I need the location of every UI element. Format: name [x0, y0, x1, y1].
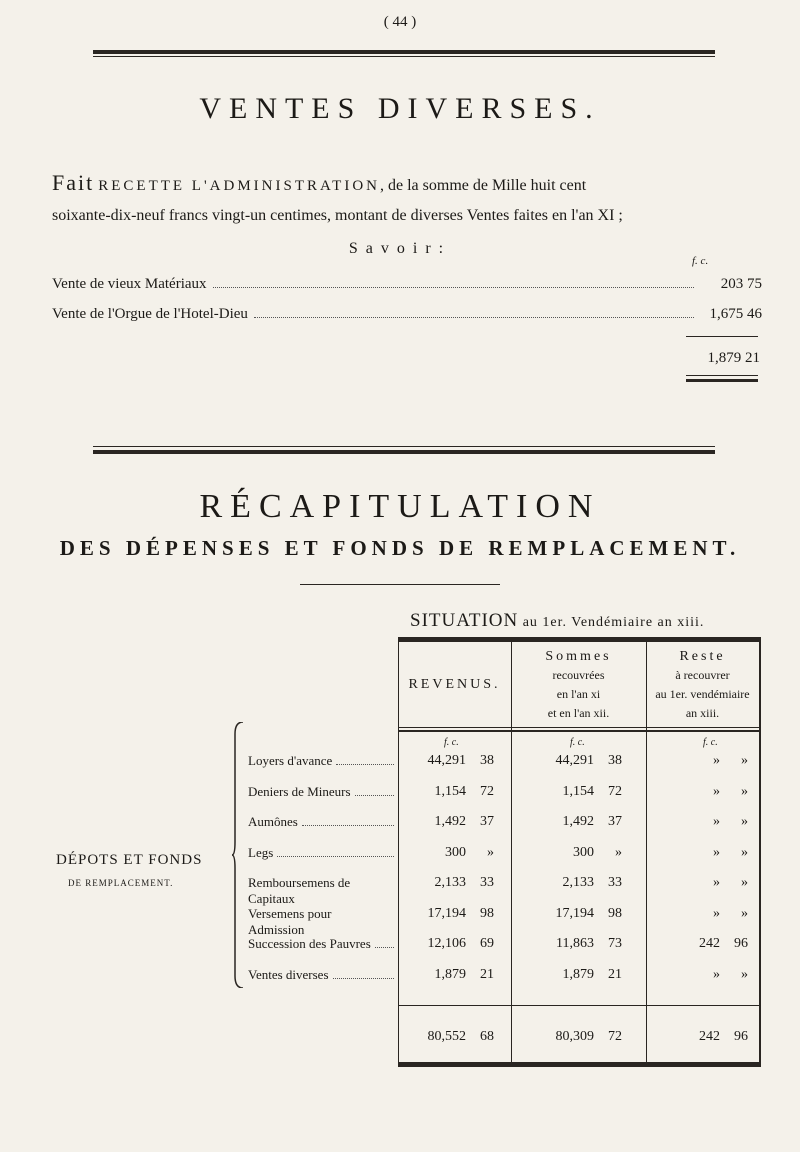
sales-sum-rule — [686, 336, 758, 337]
total-cell: 80,309 72 — [555, 1029, 622, 1044]
table-cell: 2,133 33 — [562, 875, 622, 890]
sale-row: Vente de vieux Matériaux 203 75 — [52, 276, 762, 292]
unit-revenus: f. c. — [444, 737, 459, 748]
header-rule-thin — [93, 56, 715, 57]
table-cell: 17,194 98 — [427, 905, 494, 921]
side-title: DÉPOTS ET FONDS — [56, 852, 203, 868]
col-header-reste: Reste à recouvrer au 1er. vendémiaire an xiii. — [655, 649, 750, 720]
intro-caps: RECETTE L'ADMINISTRATION — [98, 178, 380, 194]
row-label: Remboursemens de Capitaux — [248, 875, 351, 906]
side-subtitle: DE REMPLACEMENT. — [68, 878, 174, 888]
table-cell: 1,154 72 — [562, 783, 622, 799]
sales-total-rule-2 — [686, 379, 758, 382]
table-cell: 1,879 21 — [434, 966, 494, 982]
intro-text-1: , de la somme de Mille huit cent — [380, 177, 587, 194]
sale-row: Vente de l'Orgue de l'Hotel-Dieu 1,675 46 — [52, 306, 762, 322]
section-title: VENTES DIVERSES. — [199, 92, 601, 125]
sales-total: 1,879 21 — [707, 350, 760, 366]
table-cell: 242 96 — [699, 936, 748, 951]
unit-sommes: f. c. — [570, 737, 585, 748]
table-cell: 12,106 69 — [427, 936, 494, 951]
total-cell: 242 96 — [699, 1029, 748, 1044]
recap-rule-thin — [93, 446, 715, 447]
row-label: Deniers de Mineurs — [248, 784, 396, 800]
unit-reste: f. c. — [703, 737, 718, 748]
intro-lead: Fait — [52, 170, 95, 195]
row-label: Legs — [248, 845, 396, 861]
table-cell: 1,492 37 — [434, 814, 494, 829]
total-cell: 80,552 68 — [427, 1029, 494, 1044]
brace-icon — [232, 722, 244, 988]
table-cell: 300 » — [573, 844, 622, 860]
row-label: Succession des Pauvres — [248, 936, 396, 952]
table-cell: 1,492 37 — [562, 814, 622, 829]
intro-paragraph — [52, 168, 764, 231]
table-cell: 44,291 38 — [427, 753, 494, 768]
row-label: Loyers d'avance — [248, 753, 396, 769]
header-rule-thick — [93, 50, 715, 54]
table-cell: » » — [713, 814, 748, 829]
recap-table — [398, 637, 760, 1067]
table-cell: 1,879 21 — [562, 966, 622, 982]
table-cell: » » — [713, 753, 748, 768]
row-label: Versemens pour Admission — [248, 905, 332, 937]
col-header-revenus: REVENUS. — [408, 677, 501, 692]
row-label: Aumônes — [248, 814, 396, 830]
table-cell: » » — [713, 844, 748, 860]
table-cell: » » — [713, 966, 748, 982]
col-header-sommes: Sommes recouvrées en l'an xi et en l'an xii. — [545, 649, 612, 720]
sales-total-rule-1 — [686, 375, 758, 376]
sales-unit-header: f. c. — [692, 255, 709, 267]
table-cell: 11,863 73 — [556, 936, 622, 951]
table-cell: » » — [713, 875, 748, 890]
recap-underline — [300, 584, 500, 585]
table-cell: 1,154 72 — [434, 783, 494, 799]
table-cell: 2,133 33 — [434, 875, 494, 890]
table-cell: 300 » — [445, 844, 494, 860]
table-cell: 17,194 98 — [555, 905, 622, 921]
savoir-heading: Savoir: — [348, 240, 452, 257]
intro-text-2: soixante-dix-neuf francs vingt-un centimes, montant de diverses Ventes faites en l'an XI ; — [52, 207, 623, 224]
situation-heading: SITUATION au 1er. Vendémiaire an xiii. — [410, 610, 705, 631]
row-label: Ventes diverses — [248, 967, 396, 983]
recap-rule-thick — [93, 450, 715, 454]
recap-subtitle: DES DÉPENSES ET FONDS DE REMPLACEMENT. — [59, 536, 741, 560]
page-number: ( 44 ) — [383, 14, 417, 30]
table-cell: 44,291 38 — [555, 753, 622, 768]
recap-title: RÉCAPITULATION — [199, 488, 601, 525]
table-cell: » » — [713, 905, 748, 921]
table-cell: » » — [713, 783, 748, 799]
